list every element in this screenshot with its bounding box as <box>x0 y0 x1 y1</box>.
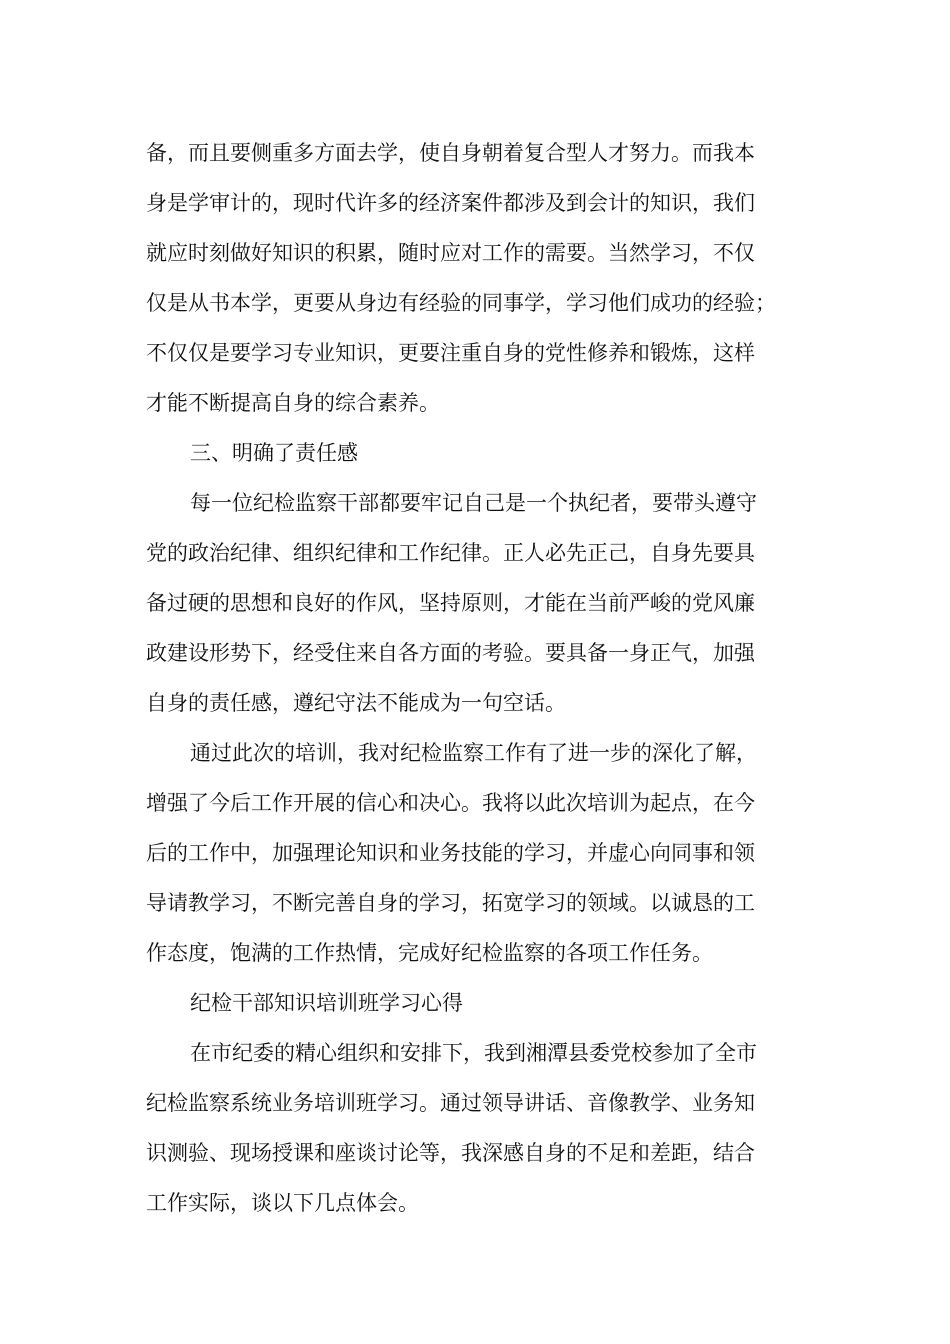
text-line: 作态度，饱满的工作热情，完成好纪检监察的各项工作任务。 <box>146 941 713 965</box>
text-line: 仅是从书本学，更要从身边有经验的同事学，学习他们成功的经验； <box>146 291 776 315</box>
text-line: 通过此次的培训，我对纪检监察工作有了进一步的深化了解， <box>190 741 757 765</box>
text-line: 每一位纪检监察干部都要牢记自己是一个执纪者，要带头遵守 <box>190 491 757 515</box>
text-line: 不仅仅是要学习专业知识，更要注重自身的党性修养和锻炼，这样 <box>146 341 755 365</box>
text-line: 纪检监察系统业务培训班学习。通过领导讲话、音像教学、业务知 <box>146 1091 755 1115</box>
text-line: 自身的责任感，遵纪守法不能成为一句空话。 <box>146 691 566 715</box>
article-title: 纪检干部知识培训班学习心得 <box>190 991 463 1015</box>
text-line: 工作实际，谈以下几点体会。 <box>146 1191 419 1215</box>
text-line: 备过硬的思想和良好的作风，坚持原则，才能在当前严峻的党风廉 <box>146 591 755 615</box>
text-line: 政建设形势下，经受住来自各方面的考验。要具备一身正气，加强 <box>146 641 755 665</box>
text-line: 备，而且要侧重多方面去学，使自身朝着复合型人才努力。而我本 <box>146 141 755 165</box>
text-line: 在市纪委的精心组织和安排下，我到湘潭县委党校参加了全市 <box>190 1041 757 1065</box>
document-body <box>146 128 826 1228</box>
text-line: 就应时刻做好知识的积累，随时应对工作的需要。当然学习，不仅 <box>146 241 755 265</box>
text-line: 后的工作中，加强理论知识和业务技能的学习，并虚心向同事和领 <box>146 841 755 865</box>
text-line: 身是学审计的，现时代许多的经济案件都涉及到会计的知识，我们 <box>146 191 755 215</box>
text-line: 党的政治纪律、组织纪律和工作纪律。正人必先正己，自身先要具 <box>146 541 755 565</box>
text-line: 才能不断提高自身的综合素养。 <box>146 391 440 415</box>
section-heading: 三、明确了责任感 <box>190 441 358 465</box>
text-line: 增强了今后工作开展的信心和决心。我将以此次培训为起点，在今 <box>146 791 755 815</box>
text-line: 导请教学习，不断完善自身的学习，拓宽学习的领域。以诚恳的工 <box>146 891 755 915</box>
text-line: 识测验、现场授课和座谈讨论等，我深感自身的不足和差距，结合 <box>146 1141 755 1165</box>
